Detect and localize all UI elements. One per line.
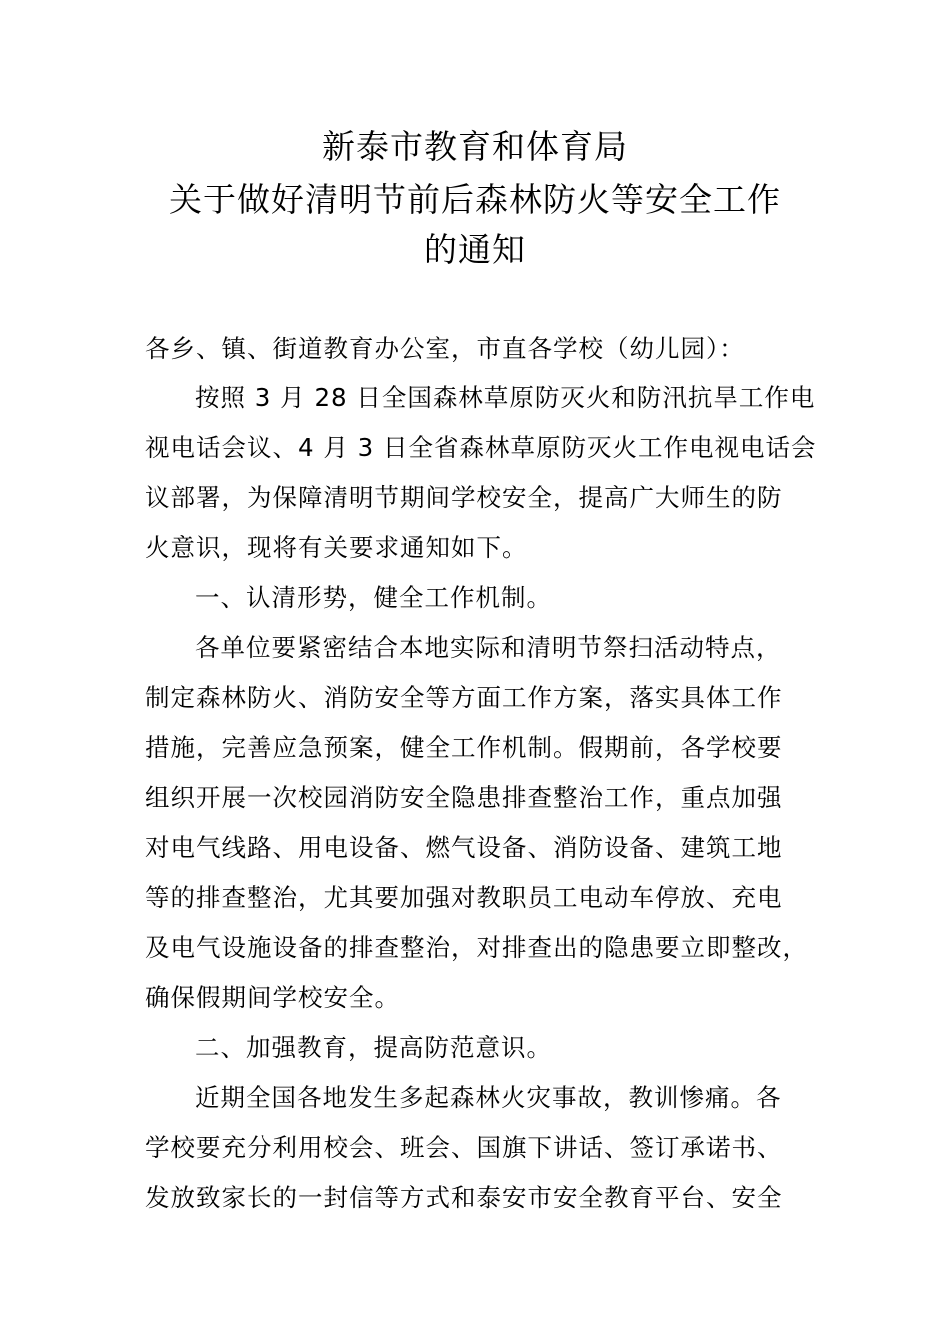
body-line: 组织开展一次校园消防安全隐患排查整治工作，重点加强	[145, 783, 783, 812]
body-line: 对电气线路、用电设备、燃气设备、消防设备、建筑工地	[145, 833, 783, 862]
body-line: 各单位要紧密结合本地实际和清明节祭扫活动特点，	[195, 633, 782, 662]
document-title-line-3: 的通知	[424, 230, 526, 269]
body-line: 议部署，为保障清明节期间学校安全，提高广大师生的防	[145, 483, 783, 512]
salutation: 各乡、镇、街道教育办公室，市直各学校（幼儿园）：	[145, 334, 745, 363]
body-line: 近期全国各地发生多起森林火灾事故，教训惨痛。各	[195, 1083, 782, 1112]
body-line: 视电话会议、4 月 3 日全省森林草原防灭火工作电视电话会	[145, 433, 817, 462]
section-heading-2: 二、加强教育，提高防范意识。	[195, 1033, 552, 1062]
document-title-line-1: 新泰市教育和体育局	[322, 127, 628, 166]
body-line: 学校要充分利用校会、班会、国旗下讲话、签订承诺书、	[145, 1133, 783, 1162]
body-line: 措施，完善应急预案，健全工作机制。假期前，各学校要	[145, 733, 783, 762]
body-line: 发放致家长的一封信等方式和泰安市安全教育平台、安全	[145, 1183, 783, 1212]
body-line: 制定森林防火、消防安全等方面工作方案，落实具体工作	[145, 683, 783, 712]
body-line: 按照 3 月 28 日全国森林草原防灭火和防汛抗旱工作电	[195, 383, 816, 412]
body-line: 及电气设施设备的排查整治，对排查出的隐患要立即整改，	[145, 933, 808, 962]
document-title-line-2: 关于做好清明节前后森林防火等安全工作	[169, 180, 781, 219]
body-line: 确保假期间学校安全。	[145, 983, 400, 1012]
body-line: 火意识，现将有关要求通知如下。	[145, 533, 528, 562]
section-heading-1: 一、认清形势，健全工作机制。	[195, 583, 552, 612]
body-line: 等的排查整治，尤其要加强对教职员工电动车停放、充电	[145, 883, 783, 912]
